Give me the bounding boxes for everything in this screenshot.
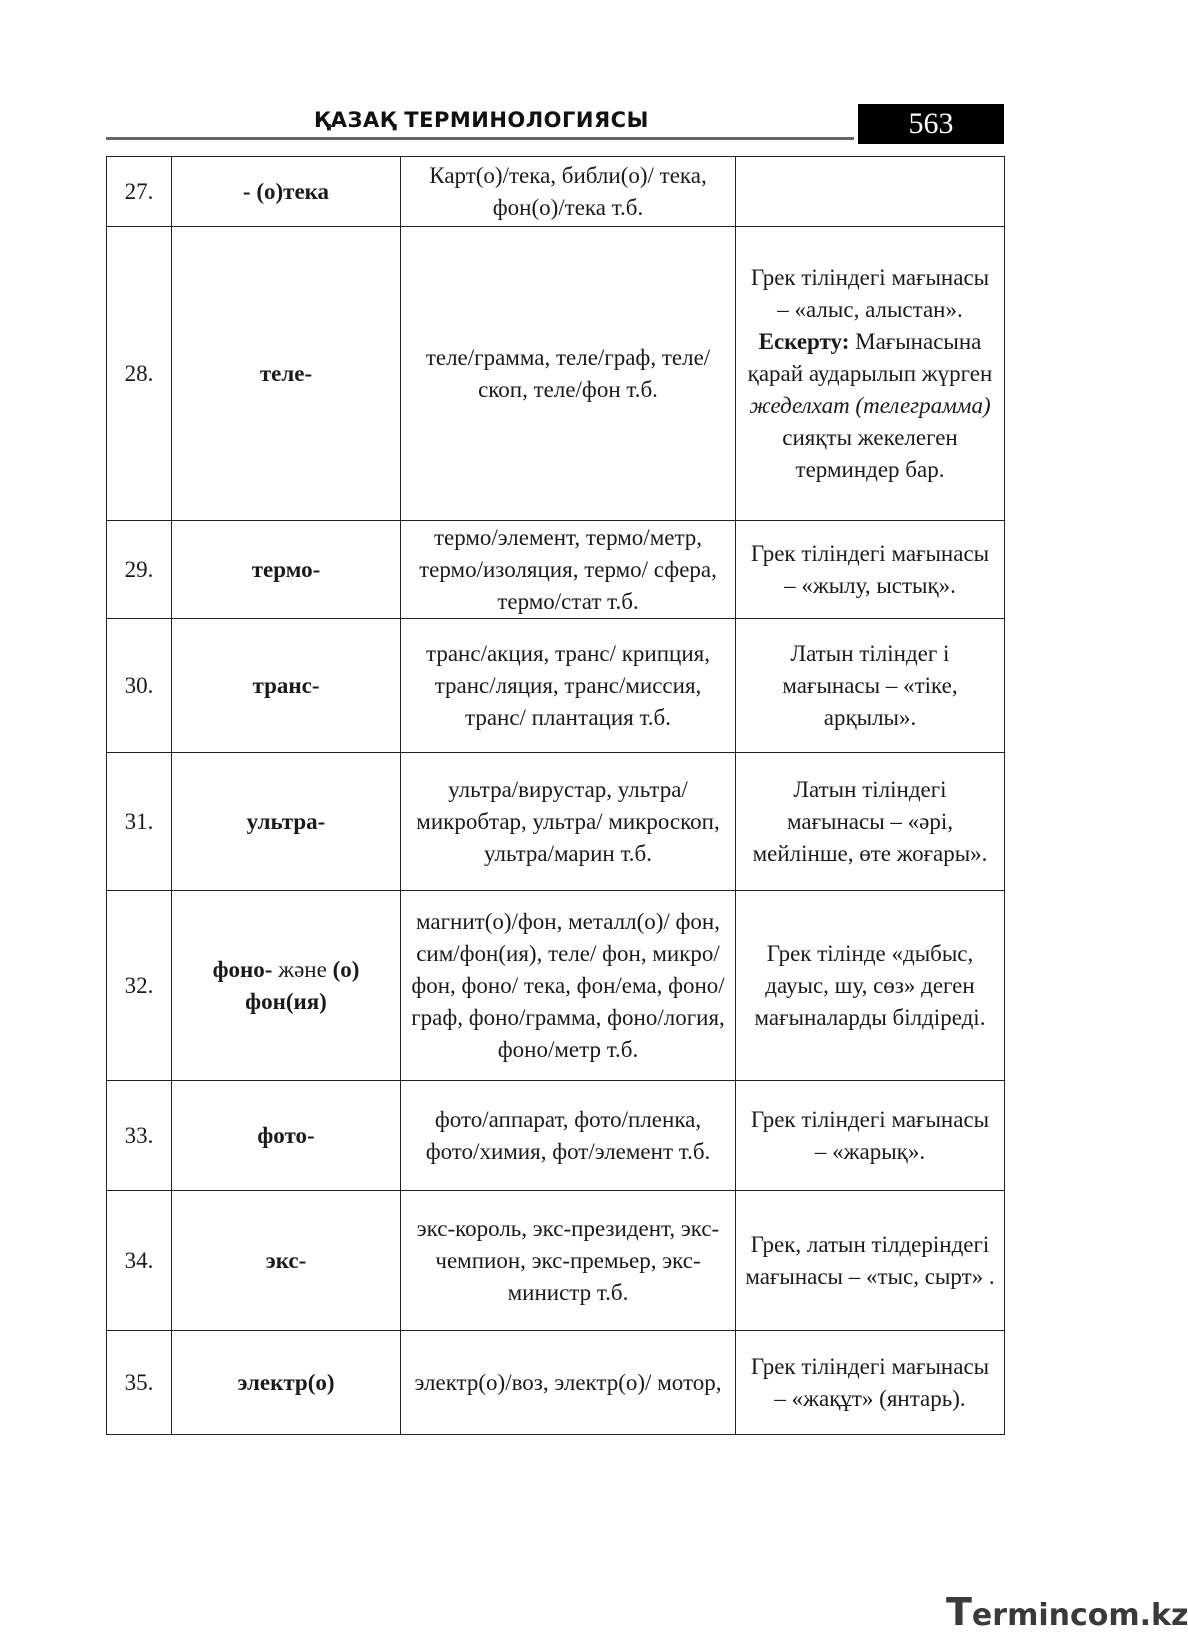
examples-cell: магнит(о)/фон, металл(о)/ фон, сим/фон(ия), теле/ фон, микро/фон, фоно/ тека, фон/ема, фоно/граф, фоно/грамма, фоно/логия, фоно/метр т.б. (401, 891, 736, 1081)
notes-cell (736, 157, 1005, 227)
row-number: 30. (107, 619, 172, 753)
row-number: 34. (107, 1191, 172, 1331)
affix-cell: электр(о) (172, 1331, 401, 1435)
affix-cell: теле- (172, 227, 401, 521)
row-number: 33. (107, 1081, 172, 1191)
notes-cell: Грек, латын тілдеріндегі мағынасы – «тыс, сырт» . (736, 1191, 1005, 1331)
table-row (107, 521, 1005, 619)
table-row (107, 1081, 1005, 1191)
affix-cell: - (о)тека (172, 157, 401, 227)
affix-variant: (о) фон(ия) (245, 956, 360, 1014)
affix-cell (172, 891, 401, 1081)
examples-cell: Карт(о)/тека, библи(о)/ тека, фон(о)/тека т.б. (401, 157, 736, 227)
notes-cell: Латын тіліндег і мағынасы – «тіке, арқылы». (736, 619, 1005, 753)
notes-text: Мағынасына қарай аударылып жүрген (747, 328, 993, 386)
terminology-table (106, 156, 1005, 1435)
row-number: 28. (107, 227, 172, 521)
running-header (106, 104, 1004, 146)
examples-cell: электр(о)/воз, электр(о)/ мотор, (401, 1331, 736, 1435)
table-row (107, 753, 1005, 891)
book-title: ҚАЗАҚ ТЕРМИНОЛОГИЯСЫ (314, 108, 649, 132)
affix-cell: транс- (172, 619, 401, 753)
notes-cell: Латын тіліндегі мағынасы – «әрі, мейлінше, өте жоғары». (736, 753, 1005, 891)
notes-remark-label: Ескерту: (758, 328, 850, 354)
notes-cell: Грек тілінде «дыбыс, дауыс, шу, сөз» деген мағыналарды білдіреді. (736, 891, 1005, 1081)
examples-cell: ультра/вирустар, ультра/ микробтар, ультра/ микроскоп, ультра/марин т.б. (401, 753, 736, 891)
notes-cell: Грек тіліндегі мағынасы – «жылу, ыстық». (736, 521, 1005, 619)
examples-cell: экс-король, экс-президент, экс-чемпион, экс-премьер, экс-министр т.б. (401, 1191, 736, 1331)
page-number: 563 (858, 104, 1004, 144)
notes-text: Грек тіліндегі мағынасы – «алыс, алыстан». (750, 264, 990, 322)
affix-cell: экс- (172, 1191, 401, 1331)
watermark-domain: .kz (1139, 1598, 1188, 1633)
row-number: 35. (107, 1331, 172, 1435)
row-number: 27. (107, 157, 172, 227)
table-row (107, 1331, 1005, 1435)
watermark-name: ermincom (971, 1598, 1140, 1633)
row-number: 29. (107, 521, 172, 619)
affix-main: фоно- (212, 956, 273, 982)
header-rule (106, 137, 854, 140)
affix-cell: ультра- (172, 753, 401, 891)
table-row (107, 1191, 1005, 1331)
watermark-initial: T (946, 1590, 972, 1634)
table-row (107, 619, 1005, 753)
table-row (107, 891, 1005, 1081)
affix-cell: термо- (172, 521, 401, 619)
examples-cell: термо/элемент, термо/метр, термо/изоляция, термо/ сфера, термо/стат т.б. (401, 521, 736, 619)
affix-cell: фото- (172, 1081, 401, 1191)
notes-text: сияқты жекелеген терминдер бар. (782, 424, 958, 482)
site-watermark (946, 1590, 1188, 1634)
table-row (107, 157, 1005, 227)
notes-cell (736, 227, 1005, 521)
table-row (107, 227, 1005, 521)
notes-cell: Грек тіліндегі мағынасы – «жарық». (736, 1081, 1005, 1191)
examples-cell: фото/аппарат, фото/пленка, фото/химия, фот/элемент т.б. (401, 1081, 736, 1191)
examples-cell: теле/грамма, теле/граф, теле/скоп, теле/фон т.б. (401, 227, 736, 521)
affix-conjunction: және (278, 956, 327, 982)
row-number: 32. (107, 891, 172, 1081)
examples-cell: транс/акция, транс/ крипция, транс/ляция, транс/миссия, транс/ плантация т.б. (401, 619, 736, 753)
notes-italic-term: жеделхат (телеграмма) (749, 392, 991, 418)
notes-cell: Грек тіліндегі мағынасы – «жақұт» (янтарь). (736, 1331, 1005, 1435)
row-number: 31. (107, 753, 172, 891)
